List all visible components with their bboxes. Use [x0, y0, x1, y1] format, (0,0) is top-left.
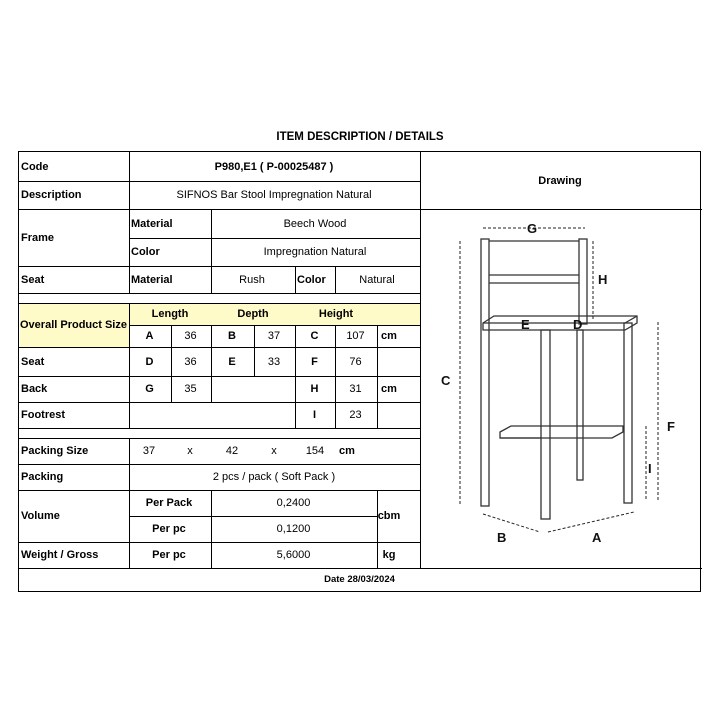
seat-material-label: Material: [131, 273, 173, 286]
drawing-label-b: B: [497, 530, 507, 545]
description-value: SIFNOS Bar Stool Impregnation Natural: [176, 189, 372, 201]
drawing-label-f: F: [667, 419, 675, 434]
packing-size-unit: cm: [339, 445, 355, 457]
drawing-label-h: H: [598, 272, 608, 287]
height-header: Height: [318, 308, 354, 320]
volume-per-pack-value: 0,2400: [276, 497, 311, 509]
dim-f-value: 76: [349, 355, 362, 368]
footrest-label: Footrest: [21, 409, 65, 421]
frame-label: Frame: [21, 231, 55, 244]
frame-color-value: Impregnation Natural: [263, 246, 367, 258]
drawing-label-g: G: [527, 221, 538, 236]
seat-material-value: Rush: [239, 273, 265, 286]
dim-g-label: G: [145, 383, 154, 395]
dim-c-value: 107: [346, 330, 365, 342]
dim-i-value: 23: [349, 409, 362, 421]
frame-color-label: Color: [131, 246, 160, 258]
dim-g-value: 35: [184, 383, 197, 395]
volume-label: Volume: [21, 510, 60, 522]
back-dims-label: Back: [21, 383, 48, 395]
dim-h-value: 31: [349, 383, 362, 395]
dim-h-label: H: [310, 383, 319, 395]
dim-i-label: I: [312, 409, 317, 421]
seat-color-label: Color: [297, 273, 326, 286]
weight-per-pc-label: Per pc: [152, 549, 186, 561]
seat-label: Seat: [21, 273, 45, 286]
volume-unit: cbm: [377, 510, 401, 522]
description-label: Description: [21, 189, 82, 201]
packing-size-x2: x: [271, 445, 277, 457]
overall-size-label: Overall Product Size: [20, 319, 127, 331]
packing-size-label: Packing Size: [21, 445, 89, 457]
dim-b-value: 37: [267, 330, 281, 342]
date-footer: Date 28/03/2024: [324, 574, 395, 585]
weight-unit: kg: [382, 549, 396, 561]
volume-per-pc-value: 0,1200: [276, 523, 311, 535]
dim-e-label: E: [228, 355, 236, 368]
packing-size-v1: 37: [142, 445, 156, 457]
drawing-label-d: D: [573, 317, 583, 332]
dim-d-label: D: [145, 355, 154, 368]
seat-color-value: Natural: [359, 273, 395, 286]
seat-dims-label: Seat: [21, 355, 45, 368]
drawing-label-e: E: [521, 317, 530, 332]
packing-size-v3: 154: [305, 445, 325, 457]
weight-label: Weight / Gross: [21, 549, 99, 561]
code-value: P980,E1 ( P-00025487 ): [214, 160, 334, 173]
volume-per-pack-label: Per Pack: [145, 497, 193, 509]
packing-label: Packing: [21, 471, 64, 483]
dim-e-value: 33: [267, 355, 281, 368]
length-header: Length: [151, 308, 189, 320]
drawing-label-a: A: [592, 530, 602, 545]
volume-per-pc-label: Per pc: [152, 523, 186, 535]
document-title: ITEM DESCRIPTION / DETAILS: [276, 131, 444, 143]
frame-material-label: Material: [131, 217, 173, 230]
packing-size-v2: 42: [225, 445, 239, 457]
seat-back-unit: cm: [381, 383, 397, 395]
frame-material-value: Beech Wood: [283, 217, 347, 230]
dim-a-value: 36: [184, 330, 197, 342]
dim-b-label: B: [228, 330, 236, 342]
drawing-label: Drawing: [538, 174, 582, 187]
packing-size-x1: x: [187, 445, 193, 457]
overall-unit: cm: [381, 330, 397, 342]
dim-f-label: F: [311, 355, 318, 368]
drawing-label-i: I: [648, 461, 652, 476]
drawing-label-c: C: [441, 373, 451, 388]
code-label: Code: [21, 160, 49, 173]
bar-stool-drawing: [420, 208, 700, 548]
weight-value: 5,6000: [276, 549, 311, 561]
dim-a-label: A: [145, 330, 154, 342]
depth-header: Depth: [237, 308, 269, 320]
packing-value: 2 pcs / pack ( Soft Pack ): [212, 471, 336, 483]
dim-c-label: C: [310, 330, 319, 342]
dim-d-value: 36: [184, 355, 197, 368]
